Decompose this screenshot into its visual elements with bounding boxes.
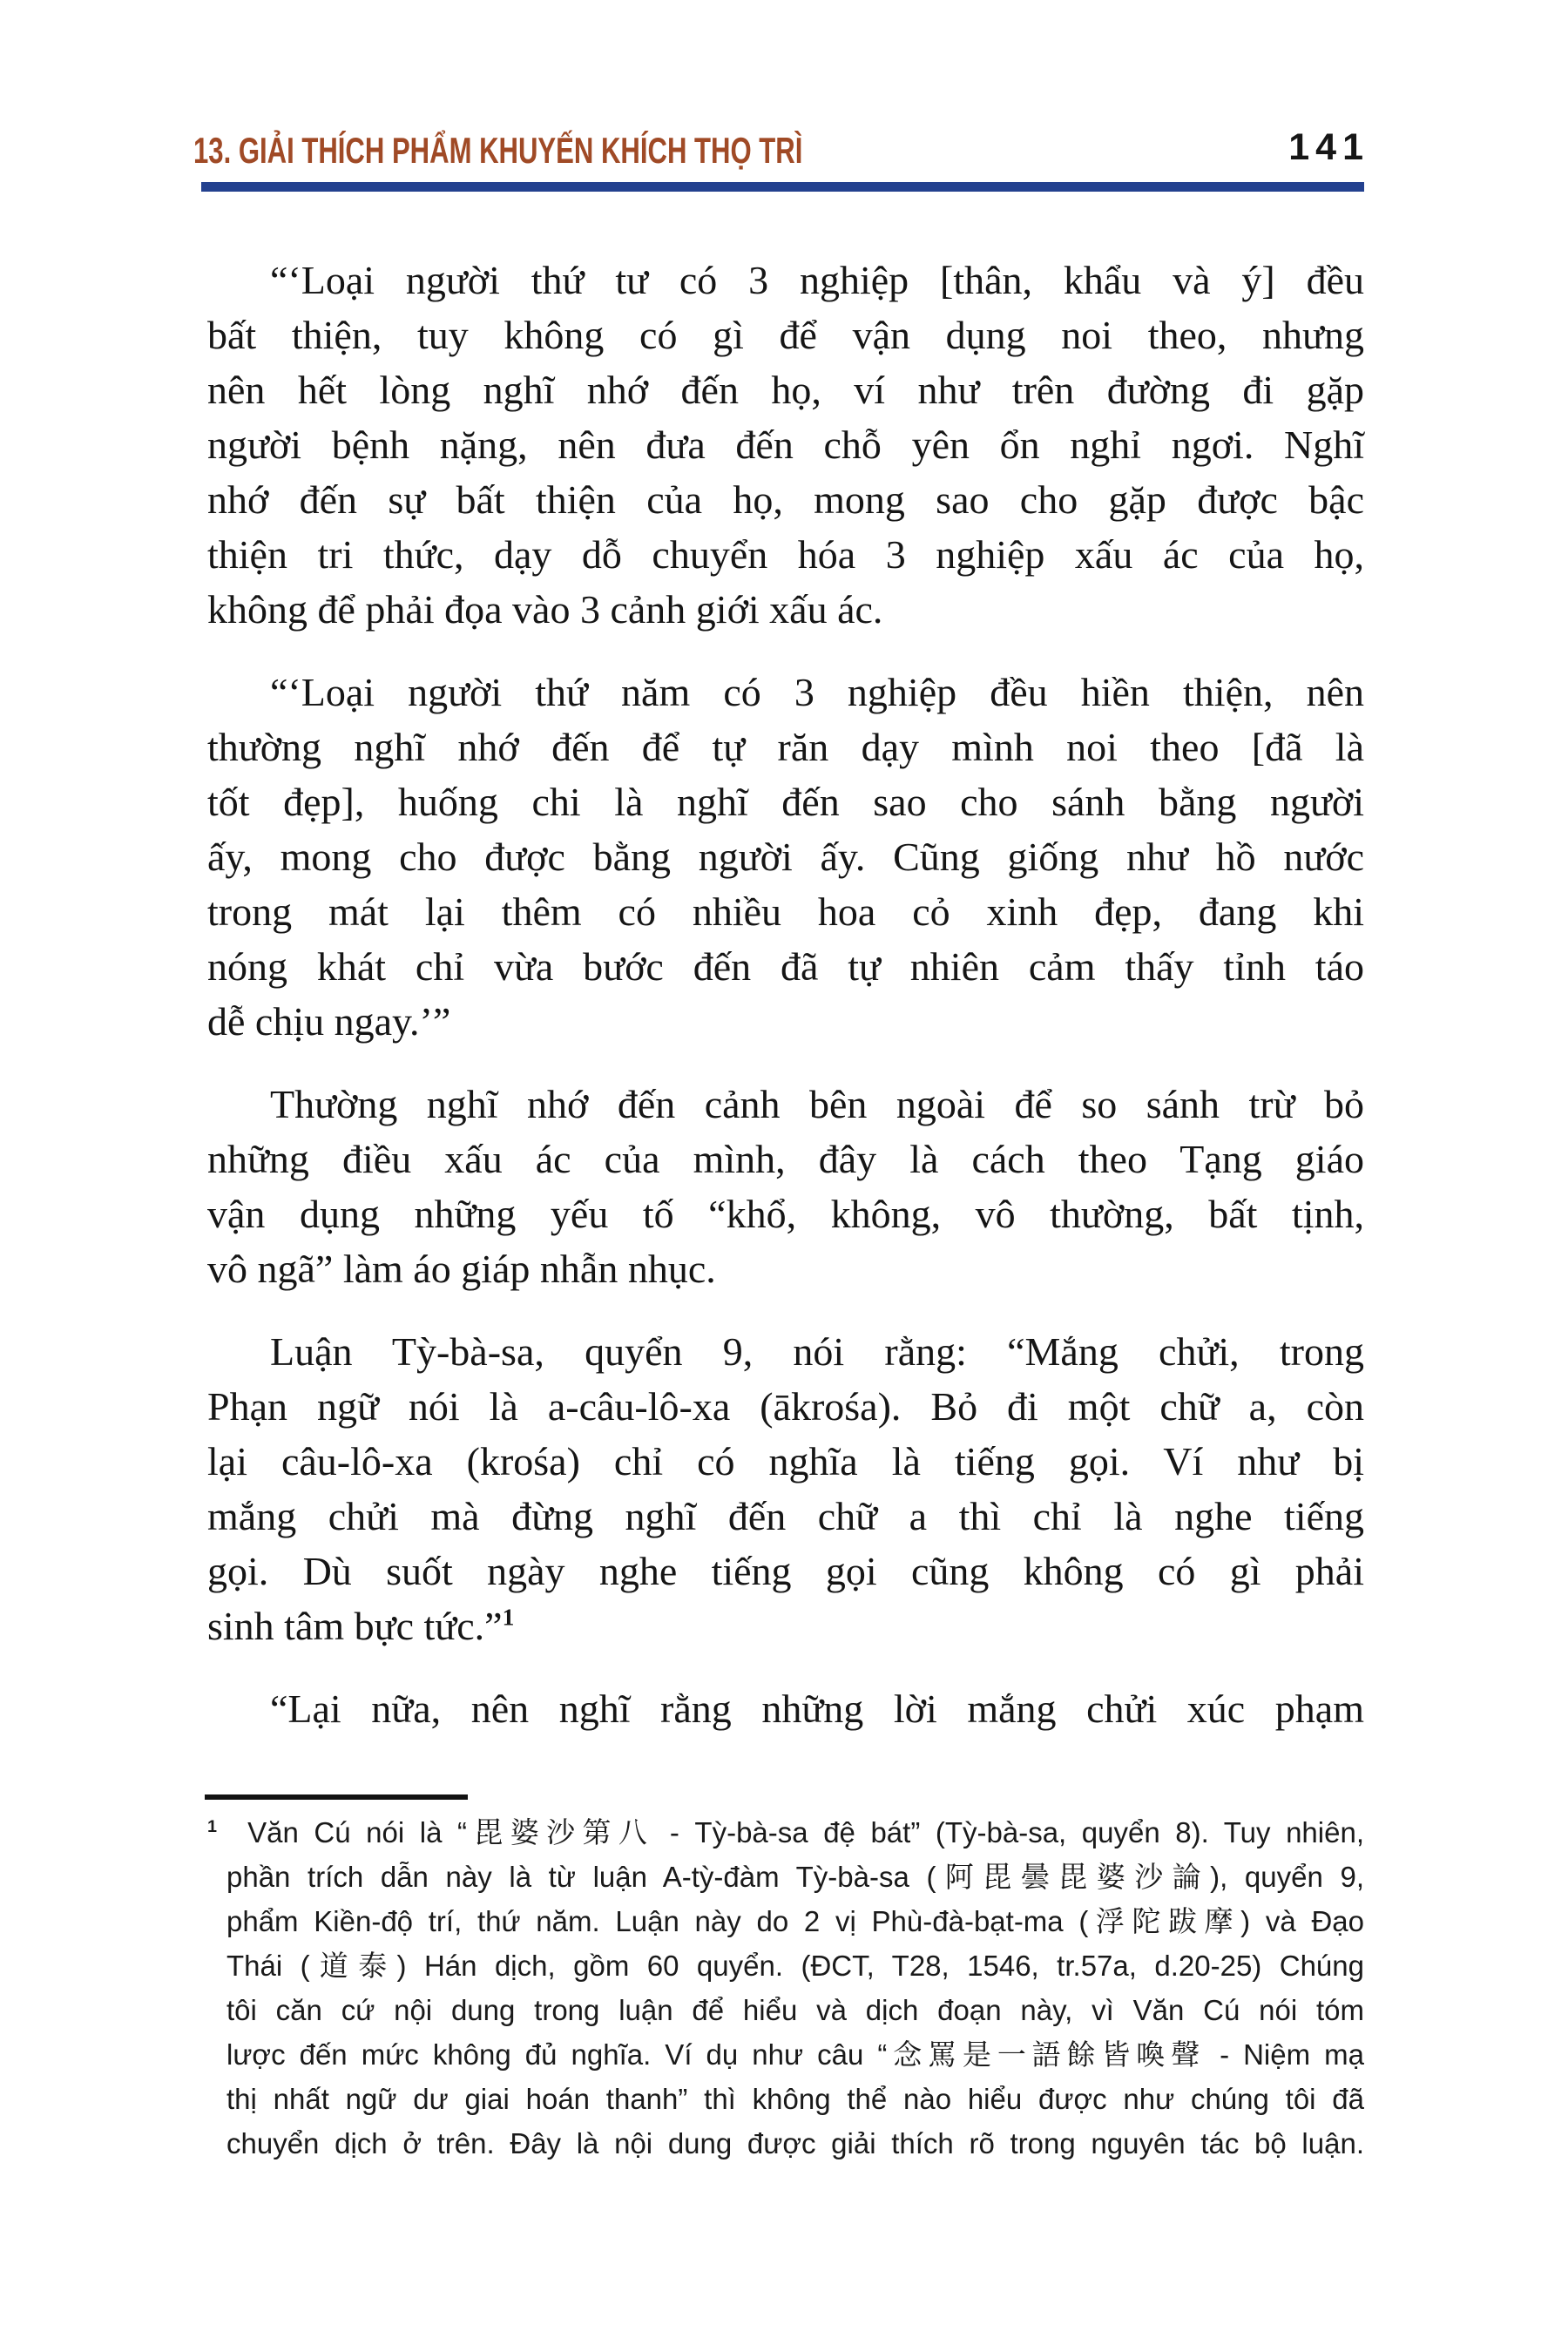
footnote-separator-rule [205,1794,468,1800]
text-line: nên hết lòng nghĩ nhớ đến họ, ví như trên đường đi gặp [207,368,1364,412]
footnote-line: $^1$ Văn Cú nói là “毘婆沙第八 - Tỳ-bà-sa đệ bát” (Tỳ-bà-sa, quyển 8). Tuy nhiên, [207,1816,1364,1848]
text-line: nhớ đến sự bất thiện của họ, mong sao cho gặp được bậc [207,477,1364,522]
footnote-line: thị nhất ngữ dư giai hoán thanh” thì không thể nào hiểu được như chúng tôi đã [226,2083,1364,2115]
text-line: “Lại nữa, nên nghĩ rằng những lời mắng chửi xúc phạm [270,1686,1364,1731]
paragraph [207,665,1364,1049]
text-line: lại câu-lô-xa (krośa) chỉ có nghĩa là tiếng gọi. Ví như bị [207,1439,1364,1484]
text-line: vô ngã” làm áo giáp nhẫn nhục. [207,1247,716,1291]
body-paragraphs [207,253,1364,1736]
footnote-line: chuyển dịch ở trên. Đây là nội dung được giải thích rõ trong nguyên tác bộ luận. [226,2127,1364,2159]
paragraph [207,253,1364,637]
footnote-reference: 1 [502,1603,515,1631]
paragraph [207,1324,1364,1653]
text-line: tốt đẹp], huống chi là nghĩ đến sao cho sánh bằng người [207,780,1364,824]
footnote-line: phần trích dẫn này là từ luận A-tỳ-đàm Tỳ-bà-sa (阿毘曇毘婆沙論), quyển 9, [226,1861,1364,1893]
text-line: sinh tâm bực tức.”$^1$ [207,1603,515,1648]
text-line: những điều xấu ác của mình, đây là cách theo Tạng giáo [207,1137,1364,1181]
footnote-line: Thái (道泰) Hán dịch, gồm 60 quyển. (ĐCT, T28, 1546, tr.57a, d.20-25) Chúng [226,1950,1364,1982]
text-line: mắng chửi mà đừng nghĩ đến chữ a thì chỉ là nghe tiếng [207,1494,1364,1538]
footnote-reference: 1 [207,1817,218,1836]
text-line: trong mát lại thêm có nhiều hoa cỏ xinh đẹp, đang khi [207,889,1364,934]
page-number: 141 [1288,126,1369,168]
text-line: thiện tri thức, dạy dỗ chuyển hóa 3 nghiệp xấu ác của họ, [207,532,1364,577]
header-divider-rule [201,182,1364,192]
text-line: gọi. Dù suốt ngày nghe tiếng gọi cũng không có gì phải [207,1549,1364,1593]
footnote-line: phẩm Kiền-độ trí, thứ năm. Luận này do 2 vị Phù-đà-bạt-ma (浮陀跋摩) và Đạo [226,1905,1364,1937]
text-line: thường nghĩ nhớ đến để tự răn dạy mình noi theo [đã là [207,725,1364,769]
text-line: vận dụng những yếu tố “khổ, không, vô thường, bất tịnh, [207,1192,1364,1236]
text-line: người bệnh nặng, nên đưa đến chỗ yên ổn nghỉ ngơi. Nghĩ [207,422,1364,467]
paragraph [207,1077,1364,1296]
text-line: không để phải đọa vào 3 cảnh giới xấu ác. [207,587,883,632]
text-line: bất thiện, tuy không có gì để vận dụng noi theo, nhưng [207,313,1364,357]
text-line: ấy, mong cho được bằng người ấy. Cũng giống như hồ nước [207,835,1364,879]
footnote-block [207,1810,1364,2166]
text-line: “‘Loại người thứ tư có 3 nghiệp [thân, khẩu và ý] đều [270,258,1364,302]
footnote-line: tôi căn cứ nội dung trong luận để hiểu và dịch đoạn này, vì Văn Cú nói tóm [226,1994,1364,2026]
footnote-line: lược đến mức không đủ nghĩa. Ví dụ như câu “念罵是一語餘皆喚聲 - Niệm mạ [226,2038,1364,2071]
text-line: Phạn ngữ nói là a-câu-lô-xa (ākrośa). Bỏ đi một chữ a, còn [207,1384,1364,1429]
text-line: nóng khát chỉ vừa bước đến đã tự nhiên cảm thấy tỉnh táo [207,944,1364,989]
paragraph [207,1681,1364,1736]
text-line: Luận Tỳ-bà-sa, quyển 9, nói rằng: “Mắng chửi, trong [270,1329,1364,1374]
text-line: “‘Loại người thứ năm có 3 nghiệp đều hiền thiện, nên [270,670,1364,714]
text-line: dễ chịu ngay.’” [207,999,451,1044]
running-header-chapter-title: 13. GIẢI THÍCH PHẨM KHUYẾN KHÍCH THỌ TRÌ [193,130,803,171]
text-line: Thường nghĩ nhớ đến cảnh bên ngoài để so sánh trừ bỏ [270,1082,1364,1126]
